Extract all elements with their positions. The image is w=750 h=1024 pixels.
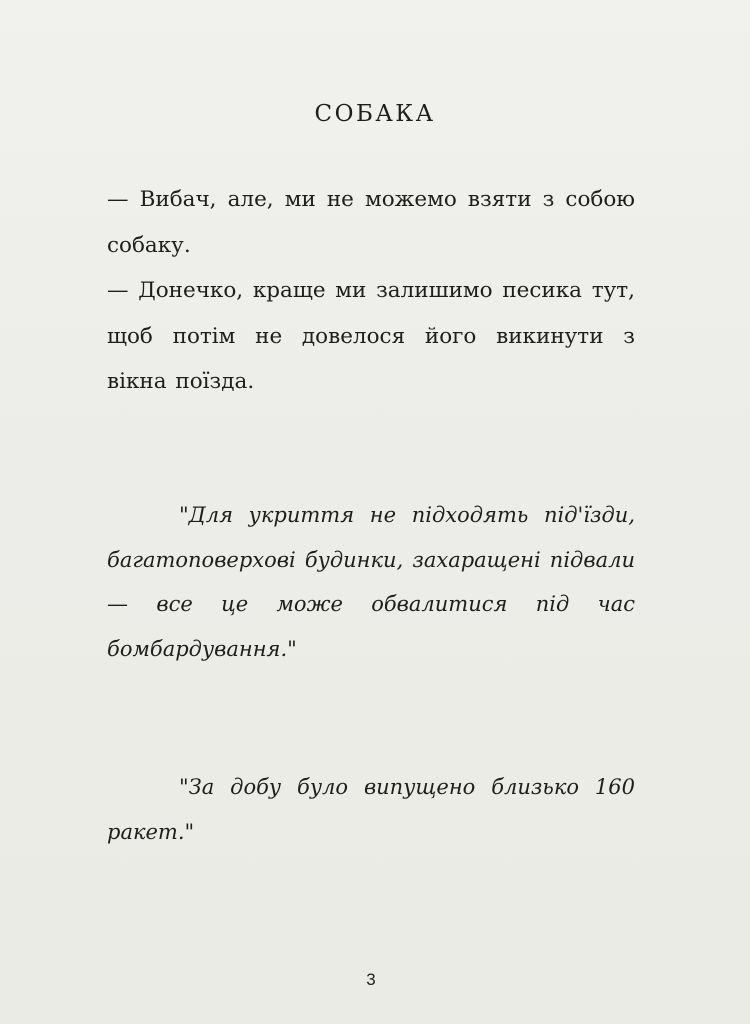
dialogue-line-1: — Вибач, але, ми не можемо взяти з собою собаку. — [107, 187, 635, 258]
chapter-title: СОБАКА — [314, 101, 436, 127]
quote-rockets: "За добу було випущено близько 160 ракет." — [107, 775, 635, 844]
page-number: 3 — [366, 970, 376, 989]
dialogue-line-2: — Донечко, краще ми залишимо песика тут, щоб потім не довелося його викинути з вікна поїзда. — [107, 278, 635, 394]
quote-shelter: "Для укриття не підходять під'їзди, багатоповерхові будинки, захаращені підвали — все це може обвалитися під час бомбардування." — [107, 503, 635, 661]
dialogue-block — [107, 177, 635, 405]
